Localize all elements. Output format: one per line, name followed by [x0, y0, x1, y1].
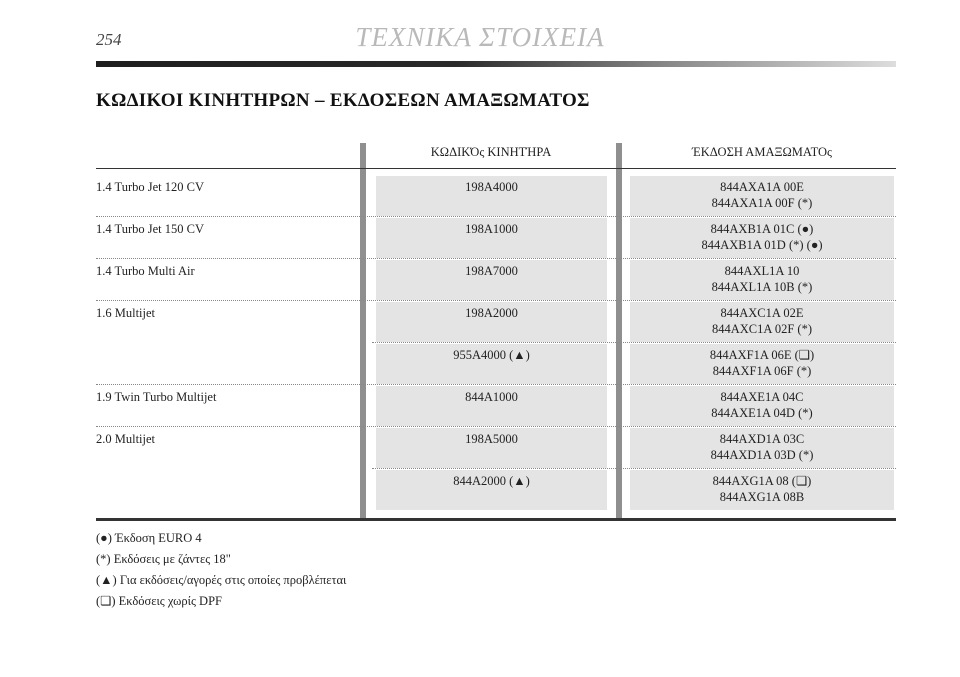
engine-code-cell: 198A4000 [376, 176, 607, 216]
header-bar [96, 61, 896, 67]
table-row [96, 470, 896, 511]
table-row [96, 302, 896, 343]
body-version-line: 844AXG1A 08 (❏) [712, 474, 812, 488]
body-version-line: 844AXF1A 06E (❏) [709, 348, 815, 362]
body-version-line: 844AXL1A 10B (*) [711, 279, 813, 294]
footnote-euro4: (●) Έκδοση EURO 4 [96, 531, 202, 545]
body-version-cell [630, 344, 894, 384]
header-rule [96, 168, 896, 169]
body-version-line: 844AXG1A 08B [719, 489, 805, 504]
model-cell: 1.4 Turbo Jet 150 CV [96, 222, 205, 236]
engine-code-cell: 844A1000 [376, 386, 607, 426]
body-version-line: 844AXE1A 04C [720, 390, 804, 404]
row-divider [96, 300, 896, 301]
footnote-markets: (▲) Για εκδόσεις/αγορές στις οποίες προβλέπεται [96, 573, 347, 587]
model-cell: 1.6 Multijet [96, 306, 156, 320]
table-row [96, 218, 896, 259]
body-version-cell [630, 218, 894, 258]
footnote-no-dpf: (❏) Εκδόσεις χωρίς DPF [96, 594, 222, 608]
engine-code-cell: 198A2000 [376, 302, 607, 342]
row-divider [372, 468, 896, 469]
body-version-cell [630, 176, 894, 216]
section-title: ΤΕΧΝΙΚΑ ΣΤΟΙΧΕΙΑ [355, 22, 605, 52]
row-divider [96, 216, 896, 217]
column-header-body-version: ΈΚΔΟΣΗ ΑΜΑΞΩΜΑΤΟς [692, 145, 832, 159]
row-divider [96, 426, 896, 427]
row-divider [96, 258, 896, 259]
body-version-line: 844AXC1A 02F (*) [711, 321, 812, 336]
page-title: ΚΩΔΙΚΟΙ ΚΙΝΗΤΗΡΩΝ – ΕΚΔΟΣΕΩΝ ΑΜΑΞΩΜΑΤΟΣ [96, 90, 590, 111]
body-version-line: 844AXE1A 04D (*) [711, 405, 813, 420]
table-row [96, 260, 896, 301]
body-version-line: 844AXL1A 10 [724, 264, 800, 278]
row-divider [96, 384, 896, 385]
engine-code-cell: 844A2000 (▲) [376, 470, 607, 510]
footnote-18-inch-wheels: (*) Εκδόσεις με ζάντες 18" [96, 552, 231, 566]
engine-code-cell: 955A4000 (▲) [376, 344, 607, 384]
body-version-line: 844AXB1A 01D (*) (●) [701, 237, 823, 252]
page-number: 254 [96, 30, 122, 49]
engine-code-cell: 198A5000 [376, 428, 607, 468]
body-version-line: 844AXA1A 00E [720, 180, 804, 194]
engine-code-cell: 198A1000 [376, 218, 607, 258]
model-cell: 1.9 Twin Turbo Multijet [96, 390, 217, 404]
table-row [96, 386, 896, 427]
body-version-cell [630, 260, 894, 300]
model-cell: 1.4 Turbo Jet 120 CV [96, 180, 205, 194]
body-version-line: 844AXF1A 06F (*) [712, 363, 812, 378]
body-version-cell [630, 386, 894, 426]
column-header-engine-code: ΚΩΔΙΚΌς ΚΙΝΗΤΉΡΑ [430, 145, 552, 159]
table-row [96, 344, 896, 385]
body-version-cell [630, 470, 894, 510]
body-version-line: 844AXB1A 01C (●) [710, 222, 814, 236]
table-bottom-rule [96, 518, 896, 521]
table-row [96, 428, 896, 469]
table-row [96, 176, 896, 217]
row-divider [372, 342, 896, 343]
model-cell: 2.0 Multijet [96, 432, 156, 446]
footnotes [96, 528, 346, 612]
body-version-line: 844AXD1A 03C [719, 432, 805, 446]
body-version-line: 844AXD1A 03D (*) [710, 447, 814, 462]
body-version-cell [630, 302, 894, 342]
body-version-cell [630, 428, 894, 468]
engine-code-cell: 198A7000 [376, 260, 607, 300]
model-cell: 1.4 Turbo Multi Air [96, 264, 195, 278]
engine-codes-table [96, 140, 896, 522]
body-version-line: 844AXA1A 00F (*) [711, 195, 813, 210]
body-version-line: 844AXC1A 02E [720, 306, 804, 320]
